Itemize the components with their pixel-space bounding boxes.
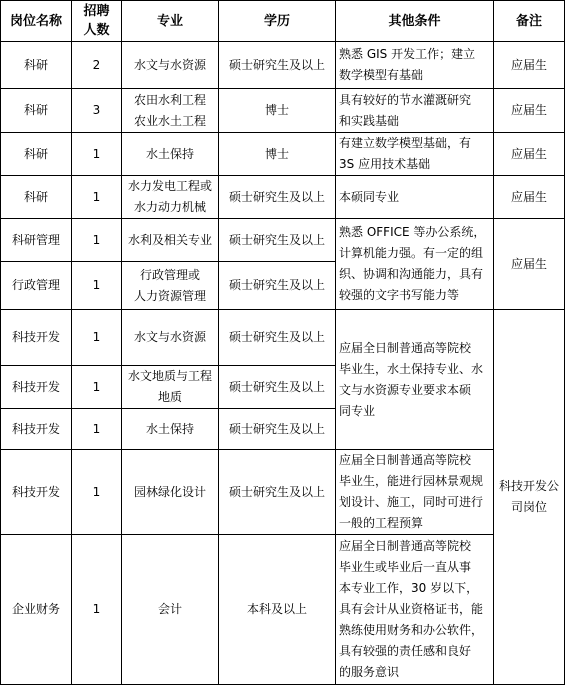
conditions-cell: 本硕同专业 [336,176,494,219]
count-cell: 1 [72,366,122,409]
degree-cell: 博士 [219,89,336,133]
header-major: 专业 [122,1,219,42]
count-cell: 1 [72,409,122,450]
degree-cell: 硕士研究生及以上 [219,262,336,310]
table-row [1,176,565,219]
header-position: 岗位名称 [1,1,72,42]
conditions-line: 的服务意识 [339,665,400,679]
conditions-line: 织、协调和沟通能力，具有 [339,267,484,281]
major-cell: 水文与水资源 [122,42,219,89]
position-cell: 科技开发 [1,450,72,535]
position-cell: 科技开发 [1,409,72,450]
conditions-line: 熟悉 OFFICE 等办公系统， [339,225,486,239]
degree-cell: 硕士研究生及以上 [219,42,336,89]
remarks-cell [494,310,565,685]
remarks-line: 科技开发公 [498,479,559,493]
header-degree: 学历 [219,1,336,42]
conditions-line: 毕业生，能进行园林景观规 [339,474,484,488]
degree-cell: 硕士研究生及以上 [219,409,336,450]
position-cell: 行政管理 [1,262,72,310]
conditions-cell [336,310,494,450]
major-line: 水文地质与工程 [127,369,212,383]
conditions-line: 熟练使用财务和办公软件， [339,623,484,637]
conditions-line: 应届全日制普通高等院校 [339,453,472,467]
remarks-line: 司岗位 [510,500,547,514]
major-cell [122,89,219,133]
conditions-line: 文与水资源专业要求本硕 [339,382,472,397]
table-row [1,450,565,535]
major-line: 人力资源管理 [133,288,206,303]
degree-cell: 硕士研究生及以上 [219,176,336,219]
conditions-line: 3S 应用技术基础 [339,157,431,171]
conditions-line: 具有会计从业资格证书，能 [339,602,484,616]
count-cell: 1 [72,133,122,176]
major-cell: 园林绿化设计 [122,450,219,535]
conditions-line: 毕业生或毕业后一直从事 [339,560,472,574]
header-count [72,1,122,42]
remarks-cell: 应届生 [494,176,565,219]
conditions-line: 应届全日制普通高等院校 [339,539,472,553]
conditions-line: 有建立数学模型基础，有 [339,136,472,150]
conditions-line: 划设计、施工，同时可进行 [339,495,484,509]
conditions-line: 毕业生，水土保持专业、水 [339,361,484,376]
remarks-cell: 应届生 [494,89,565,133]
major-cell: 水利及相关专业 [122,219,219,262]
table-row [1,310,565,366]
table-row [1,535,565,685]
remarks-cell: 应届生 [494,42,565,89]
degree-cell: 硕士研究生及以上 [219,310,336,366]
major-cell: 水土保持 [122,409,219,450]
header-count-line: 招聘 [83,4,110,19]
count-cell: 2 [72,42,122,89]
count-cell: 1 [72,176,122,219]
count-cell: 1 [72,310,122,366]
position-cell: 科研 [1,42,72,89]
position-cell: 科研 [1,89,72,133]
conditions-line: 和实践基础 [339,113,400,128]
major-line: 农业水土工程 [133,113,206,128]
degree-cell: 硕士研究生及以上 [219,366,336,409]
header-row [1,1,565,42]
conditions-cell [336,450,494,535]
major-line: 水力动力机械 [133,200,206,214]
major-cell [122,176,219,219]
position-cell: 科技开发 [1,310,72,366]
table-row [1,133,565,176]
conditions-cell [336,219,494,310]
conditions-cell [336,42,494,89]
degree-cell: 硕士研究生及以上 [219,219,336,262]
header-remarks: 备注 [494,1,565,42]
conditions-cell [336,133,494,176]
degree-cell: 本科及以上 [219,535,336,685]
conditions-line: 计算机能力强。有一定的组 [339,246,484,260]
remarks-cell: 应届生 [494,219,565,310]
count-cell: 1 [72,219,122,262]
major-cell: 水文与水资源 [122,310,219,366]
header-count-line: 人数 [83,23,110,38]
count-cell: 1 [72,450,122,535]
conditions-cell [336,89,494,133]
major-cell [122,262,219,310]
major-line: 行政管理或 [139,267,200,282]
conditions-line: 应届全日制普通高等院校 [339,340,472,355]
conditions-cell [336,535,494,685]
conditions-line: 本专业工作，30 岁以下， [339,581,479,595]
position-cell: 科研管理 [1,219,72,262]
count-cell: 1 [72,262,122,310]
conditions-line: 具有较强的责任感和良好 [339,644,472,658]
major-cell: 会计 [122,535,219,685]
count-cell: 3 [72,89,122,133]
position-cell: 科研 [1,133,72,176]
major-line: 水力发电工程或 [127,179,212,193]
header-conditions: 其他条件 [336,1,494,42]
degree-cell: 硕士研究生及以上 [219,450,336,535]
table-row [1,42,565,89]
position-cell: 企业财务 [1,535,72,685]
major-line: 农田水利工程 [133,92,206,107]
count-cell: 1 [72,535,122,685]
major-cell: 水土保持 [122,133,219,176]
remarks-cell: 应届生 [494,133,565,176]
conditions-line: 同专业 [339,403,376,418]
table-row [1,89,565,133]
position-cell: 科技开发 [1,366,72,409]
conditions-line: 较强的文字书写能力等 [339,288,460,302]
conditions-line: 一般的工程预算 [339,516,424,530]
table-row [1,219,565,262]
conditions-line: 数学模型有基础 [339,68,424,82]
conditions-line: 具有较好的节水灌溉研究 [339,92,472,107]
degree-cell: 博士 [219,133,336,176]
position-cell: 科研 [1,176,72,219]
major-cell [122,366,219,409]
major-line: 地质 [157,390,182,404]
conditions-line: 熟悉 GIS 开发工作；建立 [339,47,476,61]
